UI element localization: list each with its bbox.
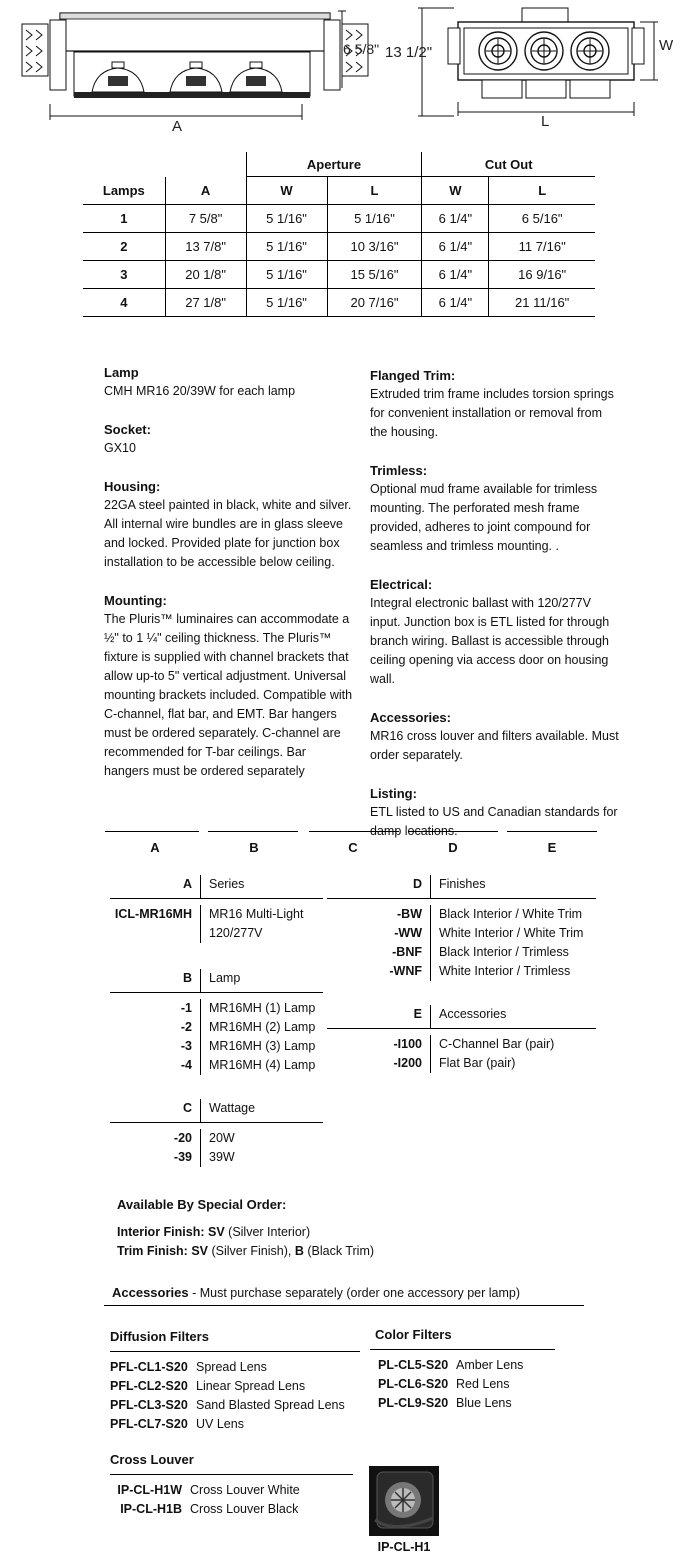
cell: 1 (83, 205, 165, 233)
photo-caption: IP-CL-H1 (377, 1540, 431, 1554)
col-header: L (327, 177, 422, 205)
option-desc: Red Lens (456, 1377, 510, 1391)
group-title: Accessories (430, 1005, 506, 1028)
order-group-finishes (327, 872, 596, 981)
interior-code: SV (207, 1225, 225, 1239)
option-code: -20 (173, 1131, 192, 1145)
option-code: -I200 (393, 1056, 422, 1070)
interior-label: Interior Finish: (117, 1225, 205, 1239)
group-letter: C (182, 1101, 192, 1115)
option-desc: MR16MH (3) Lamp (200, 1037, 315, 1056)
order-group-wattage (110, 1096, 323, 1167)
top-view-drawing (418, 4, 678, 130)
divider (104, 1305, 584, 1306)
option-code: IP-CL-H1B (120, 1502, 182, 1516)
option-desc: Cross Louver Black (190, 1502, 299, 1516)
table-row (83, 261, 595, 289)
table-row (83, 233, 595, 261)
cell: 5 1/16" (246, 261, 327, 289)
order-slot-line (309, 831, 399, 832)
cell: 16 9/16" (489, 261, 595, 289)
cell: 6 1/4" (422, 233, 489, 261)
order-slot-line (105, 831, 199, 832)
option-desc: Cross Louver White (190, 1483, 300, 1497)
option-code: -BNF (392, 945, 422, 959)
cell: 5 1/16" (246, 205, 327, 233)
spec-title: Trimless: (370, 463, 428, 478)
option-desc: MR16MH (1) Lamp (200, 999, 315, 1018)
trim-code: B (294, 1244, 304, 1258)
spec-text: Integral electronic ballast with 120/277V input. Junction box is ETL listed for through branch wiring. Ballast is accessible through ceiling opening via access door on housing wall. (370, 596, 610, 686)
accessories-heading (112, 1285, 520, 1300)
aperture-group-header: Aperture (246, 152, 422, 177)
option-code: -1 (180, 1001, 192, 1015)
option-code: PFL-CL7-S20 (110, 1417, 188, 1431)
cell: 5 1/16" (246, 289, 327, 317)
option-desc: 120/277V (200, 924, 263, 943)
spec-title: Mounting: (104, 593, 167, 608)
dim-label-w: W (659, 37, 674, 54)
cell: 10 3/16" (327, 233, 422, 261)
cell: 21 11/16" (489, 289, 595, 317)
option-desc: 39W (200, 1148, 235, 1167)
specs-right-column (370, 366, 620, 860)
spec-title: Accessories: (370, 710, 451, 725)
option-desc: Blue Lens (456, 1396, 512, 1410)
diffusion-title: Diffusion Filters (110, 1329, 209, 1344)
option-desc: MR16 Multi-Light (200, 905, 303, 924)
order-group-accessories (327, 1002, 596, 1073)
dimensions-table (83, 152, 595, 317)
order-group-series (110, 872, 323, 943)
cell: 20 1/8" (165, 261, 246, 289)
order-slot-line (208, 831, 298, 832)
spec-title: Electrical: (370, 577, 433, 592)
order-slot-letter: B (249, 840, 259, 855)
trim-code: SV (191, 1244, 209, 1258)
option-code: PFL-CL1-S20 (110, 1360, 188, 1374)
col-header: W (422, 177, 489, 205)
accessories-title: Accessories (112, 1285, 189, 1300)
order-slot-letter: E (547, 840, 557, 855)
option-code (110, 924, 200, 943)
cell: 6 1/4" (422, 289, 489, 317)
option-desc: Black Interior / Trimless (430, 943, 569, 962)
cell: 6 1/4" (422, 261, 489, 289)
option-desc: Flat Bar (pair) (430, 1054, 515, 1073)
option-code: -4 (180, 1058, 192, 1072)
spec-text: 22GA steel painted in black, white and silver. All internal wire bundles are in glass sleeve and locked. Provided plate for junction box installation to be accessible below ceiling. (104, 498, 352, 569)
group-title: Lamp (200, 969, 240, 992)
spec-text: GX10 (104, 441, 136, 455)
cell: 27 1/8" (165, 289, 246, 317)
option-desc: MR16MH (2) Lamp (200, 1018, 315, 1037)
specs-left-column (104, 363, 354, 800)
group-letter: B (182, 971, 192, 985)
side-view-drawing (20, 8, 380, 138)
option-code: PL-CL6-S20 (378, 1377, 449, 1391)
option-code: IP-CL-H1W (117, 1483, 182, 1497)
order-slot-letter: A (150, 840, 160, 855)
dim-label-l: L (541, 113, 550, 130)
dim-label-a: A (172, 118, 183, 135)
cell: 13 7/8" (165, 233, 246, 261)
option-code: -BW (397, 907, 422, 921)
option-desc: UV Lens (196, 1417, 244, 1431)
spec-title: Lamp (104, 365, 139, 380)
option-code: PL-CL9-S20 (378, 1396, 449, 1410)
spec-text: ETL listed to US and Canadian standards for damp locations. (370, 805, 618, 838)
cross-louver-photo (369, 1466, 439, 1536)
cell: 11 7/16" (489, 233, 595, 261)
spec-text: Extruded trim frame includes torsion springs for convenient installation or removal from the housing. (370, 387, 614, 439)
option-desc: Spread Lens (196, 1360, 267, 1374)
option-desc: White Interior / Trimless (430, 962, 570, 981)
color-filters (370, 1325, 555, 1413)
table-row (83, 289, 595, 317)
option-desc: Black Interior / White Trim (430, 905, 582, 924)
cell: 7 5/8" (165, 205, 246, 233)
cell: 5 1/16" (327, 205, 422, 233)
option-desc: Amber Lens (456, 1358, 524, 1372)
color-title: Color Filters (375, 1327, 452, 1342)
option-desc: MR16MH (4) Lamp (200, 1056, 315, 1075)
dim-label-height: 6 5/8" (343, 41, 380, 57)
option-desc: Linear Spread Lens (196, 1379, 306, 1393)
interior-desc: (Silver Interior) (228, 1225, 311, 1239)
order-slot-line (507, 831, 597, 832)
option-code: ICL-MR16MH (114, 907, 192, 921)
spec-text: MR16 cross louver and filters available. Must order separately. (370, 729, 619, 762)
cell: 6 1/4" (422, 205, 489, 233)
spec-title: Socket: (104, 422, 151, 437)
order-slot-letter: C (348, 840, 358, 855)
special-order-interior (117, 1225, 310, 1239)
spec-title: Flanged Trim: (370, 368, 456, 383)
diffusion-filters (110, 1327, 360, 1434)
accessories-note: - Must purchase separately (order one accessory per lamp) (192, 1286, 521, 1300)
option-code: -WNF (389, 964, 422, 978)
order-slot-line (408, 831, 498, 832)
cell: 15 5/16" (327, 261, 422, 289)
cell: 5 1/16" (246, 233, 327, 261)
option-desc: White Interior / White Trim (430, 924, 583, 943)
table-row (83, 205, 595, 233)
col-header: L (489, 177, 595, 205)
group-title: Finishes (430, 875, 486, 898)
trim-desc: (Silver Finish), (211, 1244, 292, 1258)
option-code: -WW (394, 926, 422, 940)
spec-text: Optional mud frame available for trimless mounting. The perforated mesh frame provided, adheres to joint compound for seamless and trimless mounting. . (370, 482, 598, 553)
order-group-lamp (110, 966, 323, 1075)
option-code: PFL-CL3-S20 (110, 1398, 188, 1412)
group-letter: D (412, 877, 422, 891)
col-header: W (246, 177, 327, 205)
cutout-group-header: Cut Out (422, 152, 595, 177)
option-code: -2 (180, 1020, 192, 1034)
cell: 6 5/16" (489, 205, 595, 233)
col-header: A (165, 177, 246, 205)
cell: 4 (83, 289, 165, 317)
cell: 2 (83, 233, 165, 261)
spec-title: Housing: (104, 479, 161, 494)
cross-louver (110, 1450, 353, 1519)
spec-text: The Pluris™ luminaires can accommodate a ½" to 1 ¼" ceiling thickness. The Pluris™ fixture is supplied with channel brackets that allow up-to 5" vertical adjustment. Universal mounting brackets included. Compatible with C-channel, flat bar, and EMT. Bar hangers must be ordered separately. C-channel are recommended for T-bar ceilings. Bar hangers must be ordered separately (104, 612, 353, 778)
order-slot-letter: D (448, 840, 458, 855)
option-code: PL-CL5-S20 (378, 1358, 449, 1372)
trim-label: Trim Finish: (117, 1244, 188, 1258)
cell: 3 (83, 261, 165, 289)
special-order-trim (117, 1244, 374, 1258)
option-desc: Sand Blasted Spread Lens (196, 1398, 345, 1412)
special-order-title: Available By Special Order: (117, 1197, 287, 1212)
option-code: -I100 (393, 1037, 422, 1051)
trim-desc: (Black Trim) (307, 1244, 375, 1258)
cell: 20 7/16" (327, 289, 422, 317)
group-title: Series (200, 875, 244, 898)
option-code: -3 (180, 1039, 192, 1053)
option-desc: 20W (200, 1129, 235, 1148)
col-header: Lamps (83, 177, 165, 205)
dim-label-depth: 13 1/2" (385, 44, 433, 61)
group-letter: A (182, 877, 192, 891)
spec-title: Listing: (370, 786, 417, 801)
option-code: -39 (173, 1150, 192, 1164)
spec-text: CMH MR16 20/39W for each lamp (104, 384, 296, 398)
group-letter: E (413, 1007, 422, 1021)
louver-title: Cross Louver (110, 1452, 194, 1467)
option-code: PFL-CL2-S20 (110, 1379, 188, 1393)
option-desc: C-Channel Bar (pair) (430, 1035, 554, 1054)
group-title: Wattage (200, 1099, 255, 1122)
